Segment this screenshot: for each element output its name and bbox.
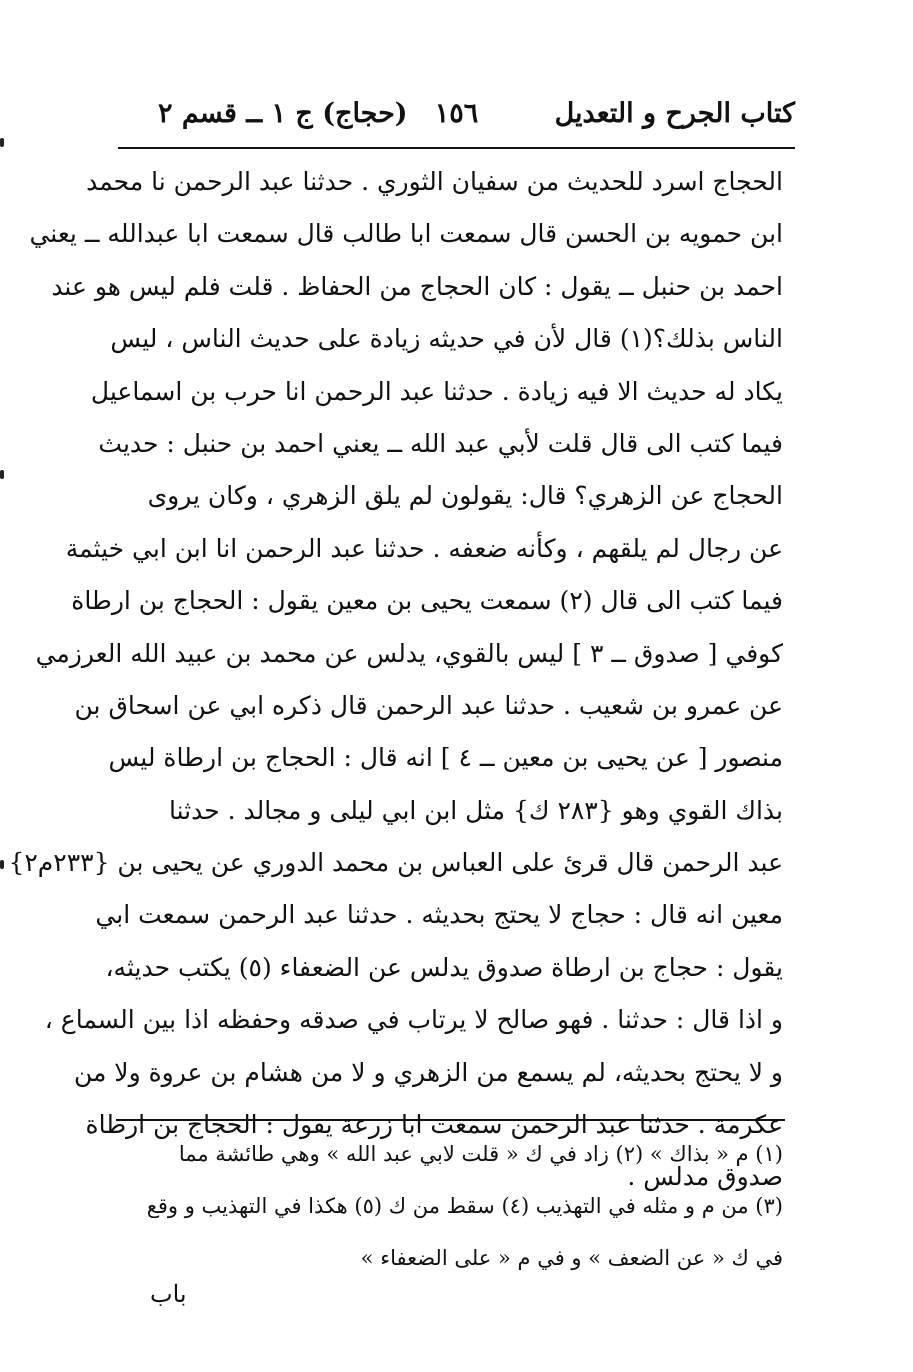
page-header: [118, 90, 795, 146]
text-line: كوفي [ صدوق ــ ٣ ] ليس بالقوي، يدلس عن محمد بن عبيد الله العرزمي: [35, 638, 783, 668]
text-line: يقول : حجاج بن ارطاة صدوق يدلس عن الضعفاء (٥) يكتب حديثه،: [105, 952, 783, 982]
text-line: ابن حمويه بن الحسن قال سمعت ابا طالب قال سمعت ابا عبدالله ــ يعني: [29, 219, 783, 249]
text-line: الناس بذلك؟(١) قال لأن في حديثه زيادة على حديث الناس ، ليس: [110, 324, 783, 354]
text-line: منصور [ عن يحيى بن معين ــ ٤ ] انه قال : الحجاج بن ارطاة ليس: [108, 743, 783, 773]
text-line-last: صدوق مدلس .: [627, 1162, 783, 1192]
page-number: ١٥٦: [434, 98, 479, 129]
text-line: و اذا قال : حدثنا . فهو صالح لا يرتاب في صدقه وحفظه اذا بين السماع ،: [44, 1005, 783, 1035]
text-line: الحجاج اسرد للحديث من سفيان الثوري . حدثنا عبد الرحمن نا محمد: [86, 167, 783, 196]
footnote-rule: [116, 1119, 785, 1121]
text-line: يكاد له حديث الا فيه زيادة . حدثنا عبد الرحمن انا حرب بن اسماعيل: [90, 376, 783, 406]
text-line: عن رجال لم يلقهم ، وكأنه ضعفه . حدثنا عبد الرحمن انا ابن ابي خيثمة: [65, 533, 783, 563]
text-line: الحجاج عن الزهري؟ قال: يقولون لم يلق الزهري ، وكان يروى: [147, 481, 783, 511]
footnotes: [118, 1128, 783, 1284]
text-line: معين انه قال : حجاج لا يحتج بحديثه . حدثنا عبد الرحمن سمعت ابي: [95, 900, 783, 930]
text-line: احمد بن حنبل ــ يقول : كان الحجاج من الحفاظ . قلت فلم ليس هو عند: [51, 271, 783, 301]
catchword: باب: [150, 1280, 187, 1308]
main-text: [8, 156, 783, 1204]
footnote-line: في ك « عن الضعف » و في م « على الضعفاء »: [360, 1246, 783, 1270]
footnote-line: (١) م « بذاك » (٢) زاد في ك « قلت لابي عبد الله » وهي طائشة مما: [178, 1142, 783, 1166]
text-line: و لا يحتج بحديثه، لم يسمع من الزهري و لا من هشام بن عروة ولا من: [73, 1057, 783, 1087]
scan-edge-mark: [0, 860, 4, 869]
text-line: فيما كتب الى قال قلت لأبي عبد الله ــ يعني احمد بن حنبل : حديث: [98, 428, 783, 458]
scan-edge-mark: [0, 470, 4, 479]
header-rule: [118, 147, 795, 149]
text-line: فيما كتب الى قال (٢) سمعت يحيى بن معين يقول : الحجاج بن ارطاة: [71, 586, 783, 616]
text-line: عبد الرحمن قال قرئ على العباس بن محمد الدوري عن يحيى بن {٢٣٣م٢}: [8, 848, 783, 878]
footnote-line: (٣) من م و مثله في التهذيب (٤) سقط من ك (٥) هكذا في التهذيب و وقع: [146, 1194, 783, 1218]
text-line: عن عمرو بن شعيب . حدثنا عبد الرحمن قال ذكره ابي عن اسحاق بن: [74, 690, 783, 720]
scan-edge-mark: [0, 138, 4, 147]
text-line: بذاك القوي وهو {٢٨٣ ك} مثل ابن ابي ليلى و مجالد . حدثنا: [169, 795, 783, 825]
text-line: عكرمة . حدثنا عبد الرحمن سمعت ابا زرعة يقول : الحجاج بن ارطاة: [85, 1110, 783, 1140]
section-label: (حجاج) ج ١ ــ قسم ٢: [158, 98, 408, 129]
book-title: كتاب الجرح و التعديل: [554, 98, 795, 129]
